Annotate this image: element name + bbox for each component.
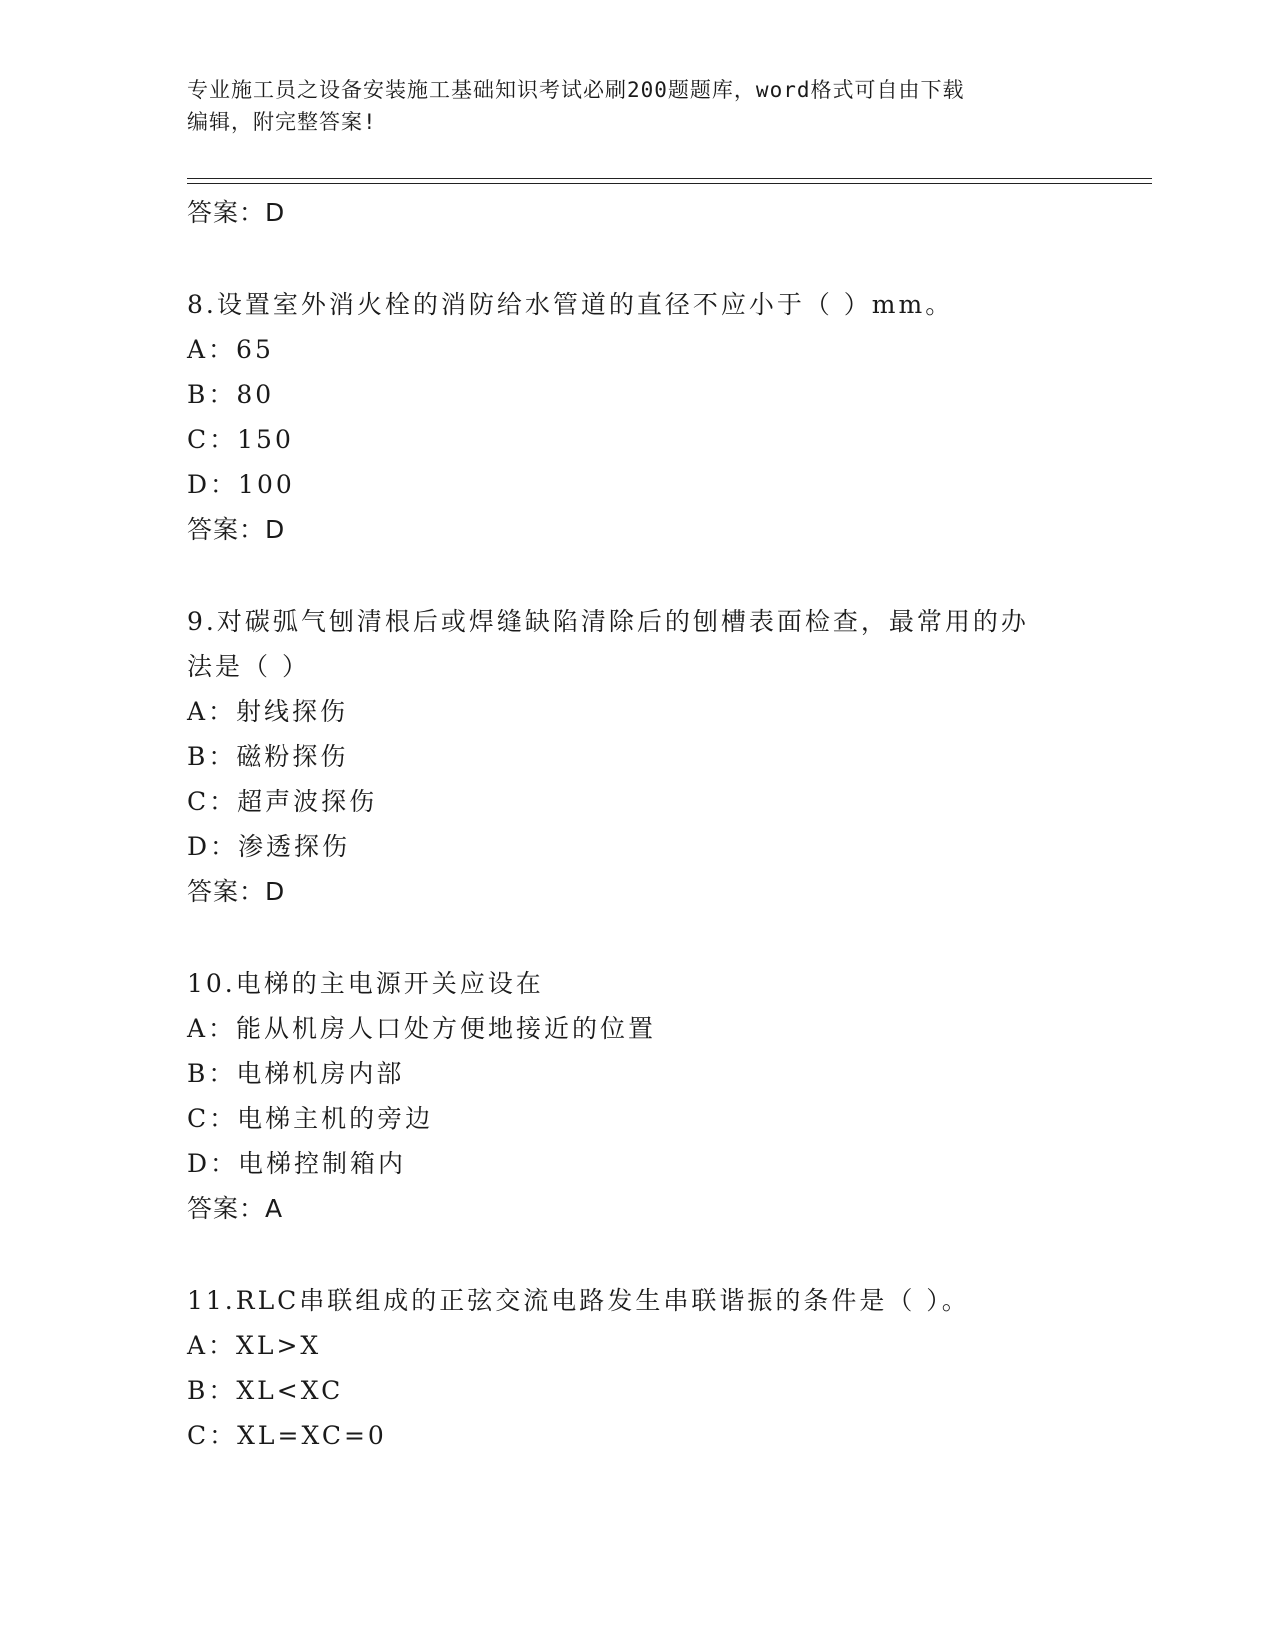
option-a: A：射线探伤 [187,697,349,726]
option-c: C：XL=XC=0 [187,1421,387,1450]
answer-line: 答案：A [187,1194,284,1223]
option-d: D：电梯控制箱内 [187,1149,407,1178]
option-c: C：电梯主机的旁边 [187,1104,434,1133]
header-line-1: 专业施工员之设备安装施工基础知识考试必刷200题题库，word格式可自由下载 [187,78,965,102]
question-stem: 11.RLC串联组成的正弦交流电路发生串联谐振的条件是（ ）。 [187,1286,970,1315]
option-a: A：能从机房人口处方便地接近的位置 [187,1014,657,1043]
option-b: B：电梯机房内部 [187,1059,405,1088]
question-stem: 9.对碳弧气刨清根后或焊缝缺陷清除后的刨槽表面检查，最常用的办 [187,607,1029,636]
option-c: C：150 [187,425,294,454]
page-header [187,74,1087,138]
option-d: D：100 [187,470,295,499]
option-b: B：磁粉探伤 [187,742,349,771]
question-stem: 10.电梯的主电源开关应设在 [187,969,544,998]
option-d: D：渗透探伤 [187,832,351,861]
answer-line: 答案：D [187,198,286,227]
header-divider-top [187,178,1152,179]
option-b: B：XL<XC [187,1376,344,1405]
option-b: B：80 [187,380,275,409]
option-c: C：超声波探伤 [187,787,378,816]
option-a: A：XL>X [187,1331,322,1360]
answer-line: 答案：D [187,515,286,544]
option-a: A：65 [187,335,274,364]
header-line-2: 编辑，附完整答案! [187,110,377,134]
answer-line: 答案：D [187,877,286,906]
header-divider-bottom [187,183,1152,184]
question-stem-continued: 法是（ ） [187,652,310,681]
question-stem: 8.设置室外消火栓的消防给水管道的直径不应小于（ ）mm。 [187,290,954,319]
